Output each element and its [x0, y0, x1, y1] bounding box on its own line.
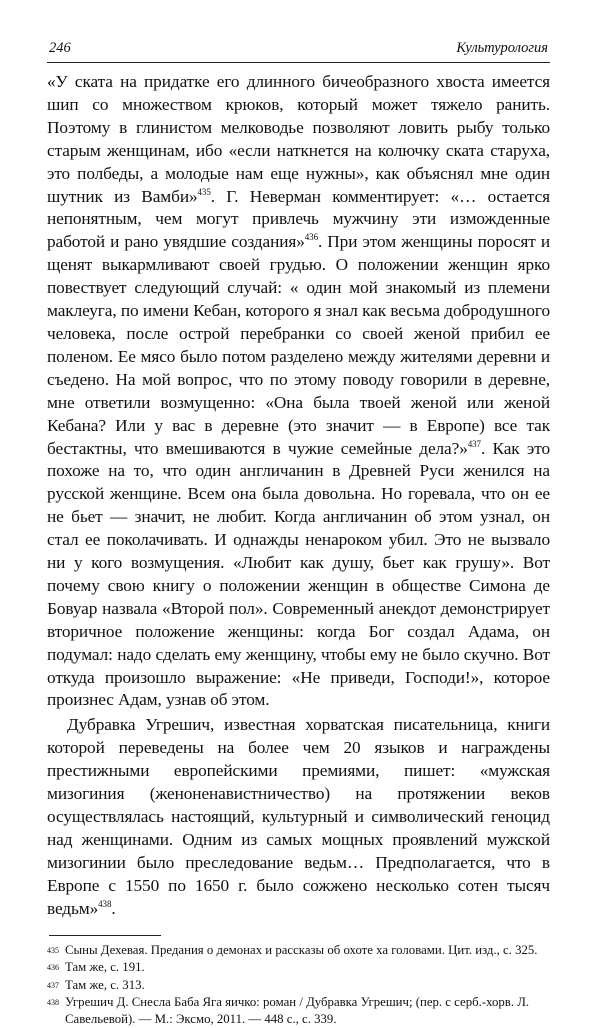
footnote-ref: 437 [467, 438, 481, 449]
footnote [47, 977, 550, 995]
text-run: . Г. Неверман комментирует: «… остается непонятным, чем могут привлечь мужчину эти изможденные работой и рано увядшие создания» [47, 186, 550, 252]
footnote-number: 438 [47, 998, 59, 1008]
footnote-text: Там же, с. 313. [65, 977, 145, 992]
page-header [47, 40, 550, 63]
footnote-number: 436 [47, 963, 59, 973]
footnote [47, 942, 550, 960]
footnote-text: Там же, с. 191. [65, 960, 145, 975]
footnote [47, 959, 550, 977]
footnote-number: 435 [47, 945, 59, 955]
text-run: . При этом женщины поросят и щенят выкармливают своей грудью. О положении женщин ярко повествует следующий случай: « один мой знакомый из племени маклеуга, по имени Кебан, которого я знал как весьма добродушного человека, после острой перебранки со своей женой прибил ее поленом. Ее мясо было потом разделено между жителями деревни и съедено. На мой вопрос, что по этому поводу говорили в деревне, мне ответили возмущенно: «Она была твоей женой или женой Кебана? Или у вас в деревне (это значит — в Европе) все так бестактны, что вмешиваются в чужие семейные дела?» [47, 232, 551, 458]
footnotes [47, 942, 550, 1028]
text-run: Дубравка Угрешич, известная хорватская писательница, книги которой переведены на более чем 20 языков и награждены престижными европейскими премиями, пишет: «мужская мизогиния (женоненавистничество) на протяжении веков осуществлялась настоящий, культурный и символический геноцид над женщинами. Одним из самых мощных проявлений мужской мизогинии было преследование ведьм… Предполагается, что в Европе с 1550 по 1650 г. было сожжено несколько сотен тысяч ведьм» [47, 715, 550, 918]
footnote-ref: 435 [197, 186, 211, 197]
text-run: «У ската на придатке его длинного бичеобразного хвоста имеется шип со множеством крюков, который может тяжело ранить. Поэтому в глинистом мелководье позволяют ловить рыбу только старым женщинам, ибо «если наткнется на колючку ската старуха, это полбеды, а молодые нам еще нужны», как объяснял мне один шутник из Вамби» [47, 72, 550, 206]
footnote-ref: 436 [304, 232, 318, 243]
footnote-text: Угрешич Д. Снесла Баба Яга яичко: роман / Дубравка Угрешич; (пер. с серб.-хорв. Л. Савельевой). — М.: Эксмо, 2011. — 448 с., с. 339. [65, 995, 530, 1026]
footnote-number: 437 [47, 980, 59, 990]
footnote [47, 994, 550, 1027]
running-title: Культурология [456, 40, 548, 56]
main-text [47, 71, 550, 921]
text-run: . Как это похоже на то, что один англичанин в Древней Руси женился на русской женщине. Всем она была довольна. Но горевала, что он ее не бьет — значит, не любит. Когда англичанин об этом узнал, он стал ее поколачивать. И однажды ненароком убил. Это не вызвало ни у кого возмущения. «Любит как душу, бьет как грушу». Вот почему свою книгу о положении женщин в обществе Симона де Бовуар назвала «Второй пол». Современный анекдот демонстрирует вторичное положение женщины: когда Бог создал Адама, он подумал: надо сделать ему женщину, чтобы ему не было скучно. Вот откуда произошло выражение: «Не приведи, Господи!», которое произнес Адам, узнав об этом. [47, 438, 550, 710]
footnote-text: Сыны Дехевая. Предания о демонах и рассказы об охоте ха головами. Цит. изд., с. 325. [65, 942, 538, 957]
paragraph [47, 714, 550, 920]
footnote-ref: 438 [98, 898, 112, 909]
paragraph [47, 71, 550, 712]
footnote-divider [49, 935, 161, 936]
page-number: 246 [49, 40, 71, 56]
text-run: . [111, 898, 116, 918]
